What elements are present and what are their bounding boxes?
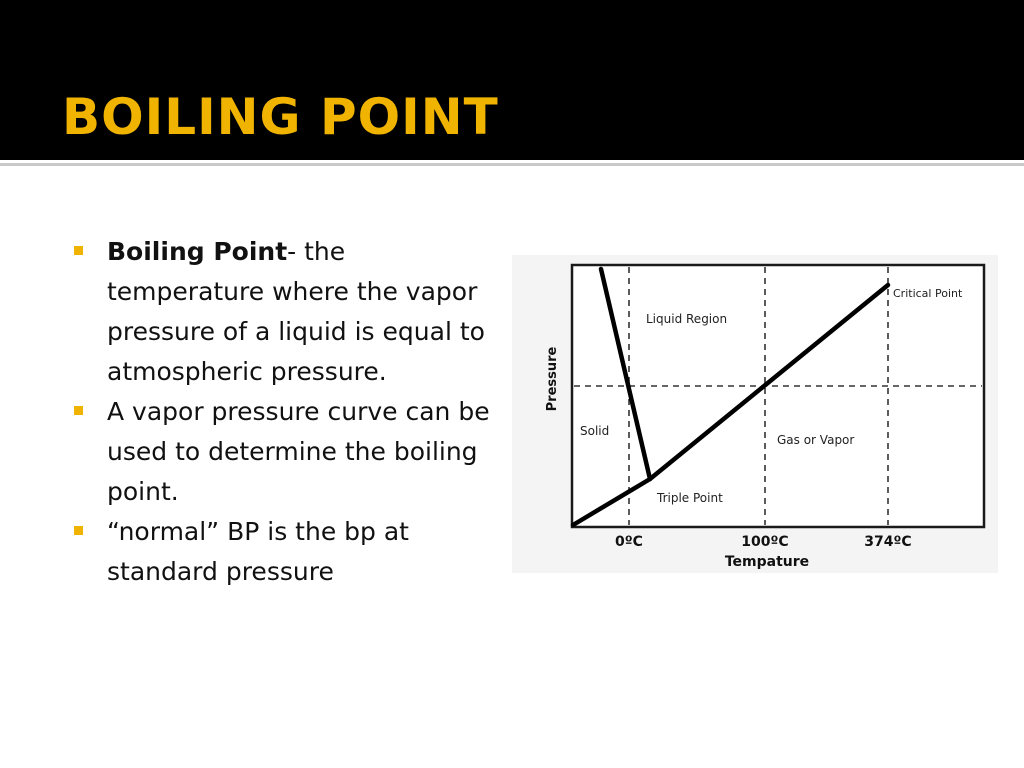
bullet-item [74,512,499,592]
liquid-region-label: Liquid Region [646,312,728,326]
phase-diagram-svg [512,255,998,573]
bullet-item [74,392,499,512]
x-tick-label: 0ºC [615,534,643,550]
x-tick-label: 100ºC [741,534,789,550]
solid-region-label: Solid [580,424,610,438]
bullet-text: - the temperature where the vapor pressure of a liquid is equal to atmospheric pressure. [107,237,485,386]
square-bullet-icon [74,406,83,415]
x-tick-label: 374ºC [864,534,912,550]
bullet-term: Boiling Point [107,237,288,266]
title-divider [0,163,1024,166]
gas-region-label: Gas or Vapor [777,433,855,447]
bullet-text: “normal” BP is the bp at standard pressure [107,517,409,586]
slide-title: BOILING POINT [62,88,499,146]
bullet-text: A vapor pressure curve can be used to determine the boiling point. [107,397,490,506]
square-bullet-icon [74,246,83,255]
phase-diagram [512,255,998,573]
y-axis-label: Pressure [545,346,560,412]
triple-point-label: Triple Point [657,491,723,505]
critical-point-label: Critical Point [893,287,963,300]
bullet-item [74,232,499,392]
bullet-list [74,232,499,592]
square-bullet-icon [74,526,83,535]
x-axis-label: Tempature [724,554,810,570]
